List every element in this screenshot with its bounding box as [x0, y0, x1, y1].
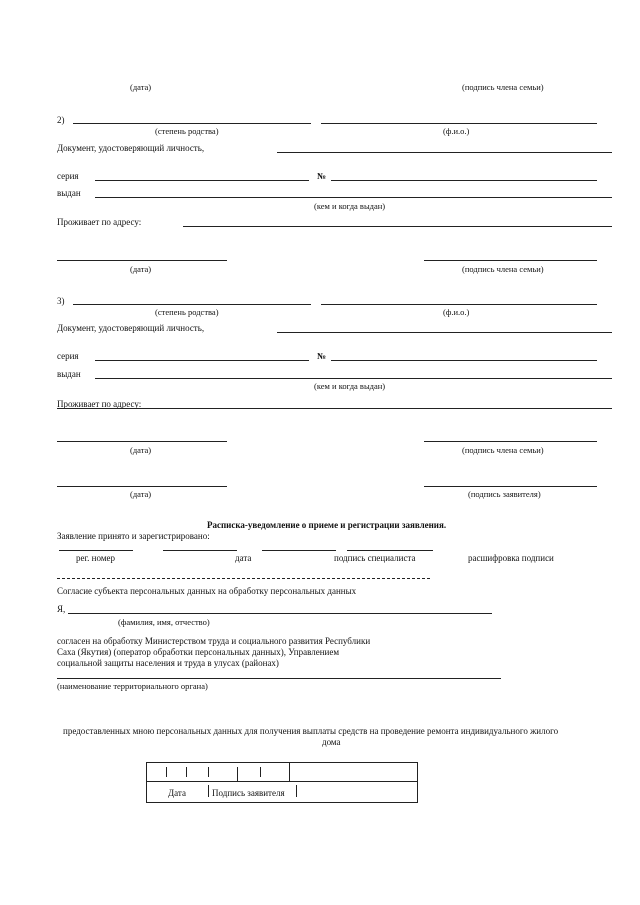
fio-label-3: (ф.и.о.) — [443, 307, 470, 317]
signature-decoding-label: расшифровка подписи — [468, 553, 554, 563]
address-label-3: Проживает по адресу: — [57, 399, 142, 409]
reg-number-label: рег. номер — [76, 553, 116, 563]
address-field-3[interactable] — [57, 408, 612, 409]
consent-i: Я, — [57, 604, 66, 614]
number-field-3[interactable] — [331, 360, 597, 361]
fio-field-3[interactable] — [321, 304, 597, 305]
address-label-2: Проживает по адресу: — [57, 217, 142, 227]
member-number-3: 3) — [57, 296, 65, 306]
consent-purpose-line1: предоставленных мною персональных данных для получения выплаты средств на проведение ремонта индивидуального жилого — [63, 726, 559, 736]
number-field-2[interactable] — [331, 180, 597, 181]
consent-org-hint: (наименование территориального органа) — [57, 681, 208, 691]
relation-field-2[interactable] — [73, 123, 311, 124]
consent-name-field[interactable] — [68, 613, 492, 614]
date-field-2[interactable] — [57, 260, 227, 261]
date-label-3: (дата) — [130, 445, 152, 455]
applicant-date-field[interactable] — [57, 486, 227, 487]
member-signature-label-2: (подпись члена семьи) — [462, 264, 544, 274]
table-signature-label: Подпись заявителя — [212, 788, 285, 798]
member-signature-label-3: (подпись члена семьи) — [462, 445, 544, 455]
fio-field-2[interactable] — [321, 123, 597, 124]
specialist-signature-label: подпись специалиста — [334, 553, 416, 563]
applicant-signature-label: (подпись заявителя) — [468, 489, 541, 499]
signature-decoding-field[interactable] — [347, 550, 433, 551]
reg-date-field[interactable] — [163, 550, 237, 551]
table-date-label: Дата — [168, 788, 186, 798]
id-document-label-3: Документ, удостоверяющий личность, — [57, 323, 205, 333]
relation-field-3[interactable] — [73, 304, 311, 305]
applicant-date-label: (дата) — [130, 489, 152, 499]
id-document-label-2: Документ, удостоверяющий личность, — [57, 143, 205, 153]
number-sign-3: № — [317, 351, 327, 361]
relation-label-2: (степень родства) — [155, 126, 219, 136]
applicant-signature-field[interactable] — [424, 486, 597, 487]
consent-text-line1: согласен на обработку Министерством труда и социального развития Республики — [57, 636, 371, 646]
relation-label-3: (степень родства) — [155, 307, 219, 317]
series-label-2: серия — [57, 171, 79, 181]
series-field-3[interactable] — [95, 360, 309, 361]
series-label-3: серия — [57, 351, 79, 361]
fio-label-2: (ф.и.о.) — [443, 126, 470, 136]
date-label-2: (дата) — [130, 264, 152, 274]
number-sign-2: № — [317, 171, 327, 181]
consent-text-line2: Саха (Якутия) (оператор обработки персональных данных), Управлением — [57, 647, 340, 657]
member-signature-label-1: (подпись члена семьи) — [462, 82, 544, 92]
series-field-2[interactable] — [95, 180, 309, 181]
receipt-accepted: Заявление принято и зарегистрировано: — [57, 531, 210, 541]
consent-text-line3: социальной защиты населения и труда в улусах (районах) — [57, 658, 279, 668]
issued-field-3[interactable] — [95, 378, 612, 379]
id-document-field-2[interactable] — [277, 152, 612, 153]
consent-org-field[interactable] — [57, 678, 501, 679]
issued-label-2: выдан — [57, 188, 81, 198]
consent-purpose-line2: дома — [322, 737, 341, 747]
issued-field-2[interactable] — [95, 197, 612, 198]
issued-by-label-3: (кем и когда выдан) — [314, 381, 386, 391]
date-label-1: (дата) — [130, 82, 152, 92]
consent-title: Согласие субъекта персональных данных на обработку персональных данных — [57, 586, 357, 596]
id-document-field-3[interactable] — [277, 332, 612, 333]
reg-date-label: дата — [235, 553, 252, 563]
consent-name-hint: (фамилия, имя, отчество) — [118, 617, 210, 627]
member-number-2: 2) — [57, 115, 65, 125]
receipt-divider — [57, 578, 430, 579]
receipt-title: Расписка-уведомление о приеме и регистрации заявления. — [207, 520, 447, 530]
member-signature-field-3[interactable] — [424, 441, 597, 442]
issued-by-label-2: (кем и когда выдан) — [314, 201, 386, 211]
specialist-signature-field[interactable] — [262, 550, 336, 551]
address-field-2[interactable] — [183, 226, 612, 227]
member-signature-field-2[interactable] — [424, 260, 597, 261]
issued-label-3: выдан — [57, 369, 81, 379]
date-field-3[interactable] — [57, 441, 227, 442]
reg-number-field[interactable] — [59, 550, 133, 551]
